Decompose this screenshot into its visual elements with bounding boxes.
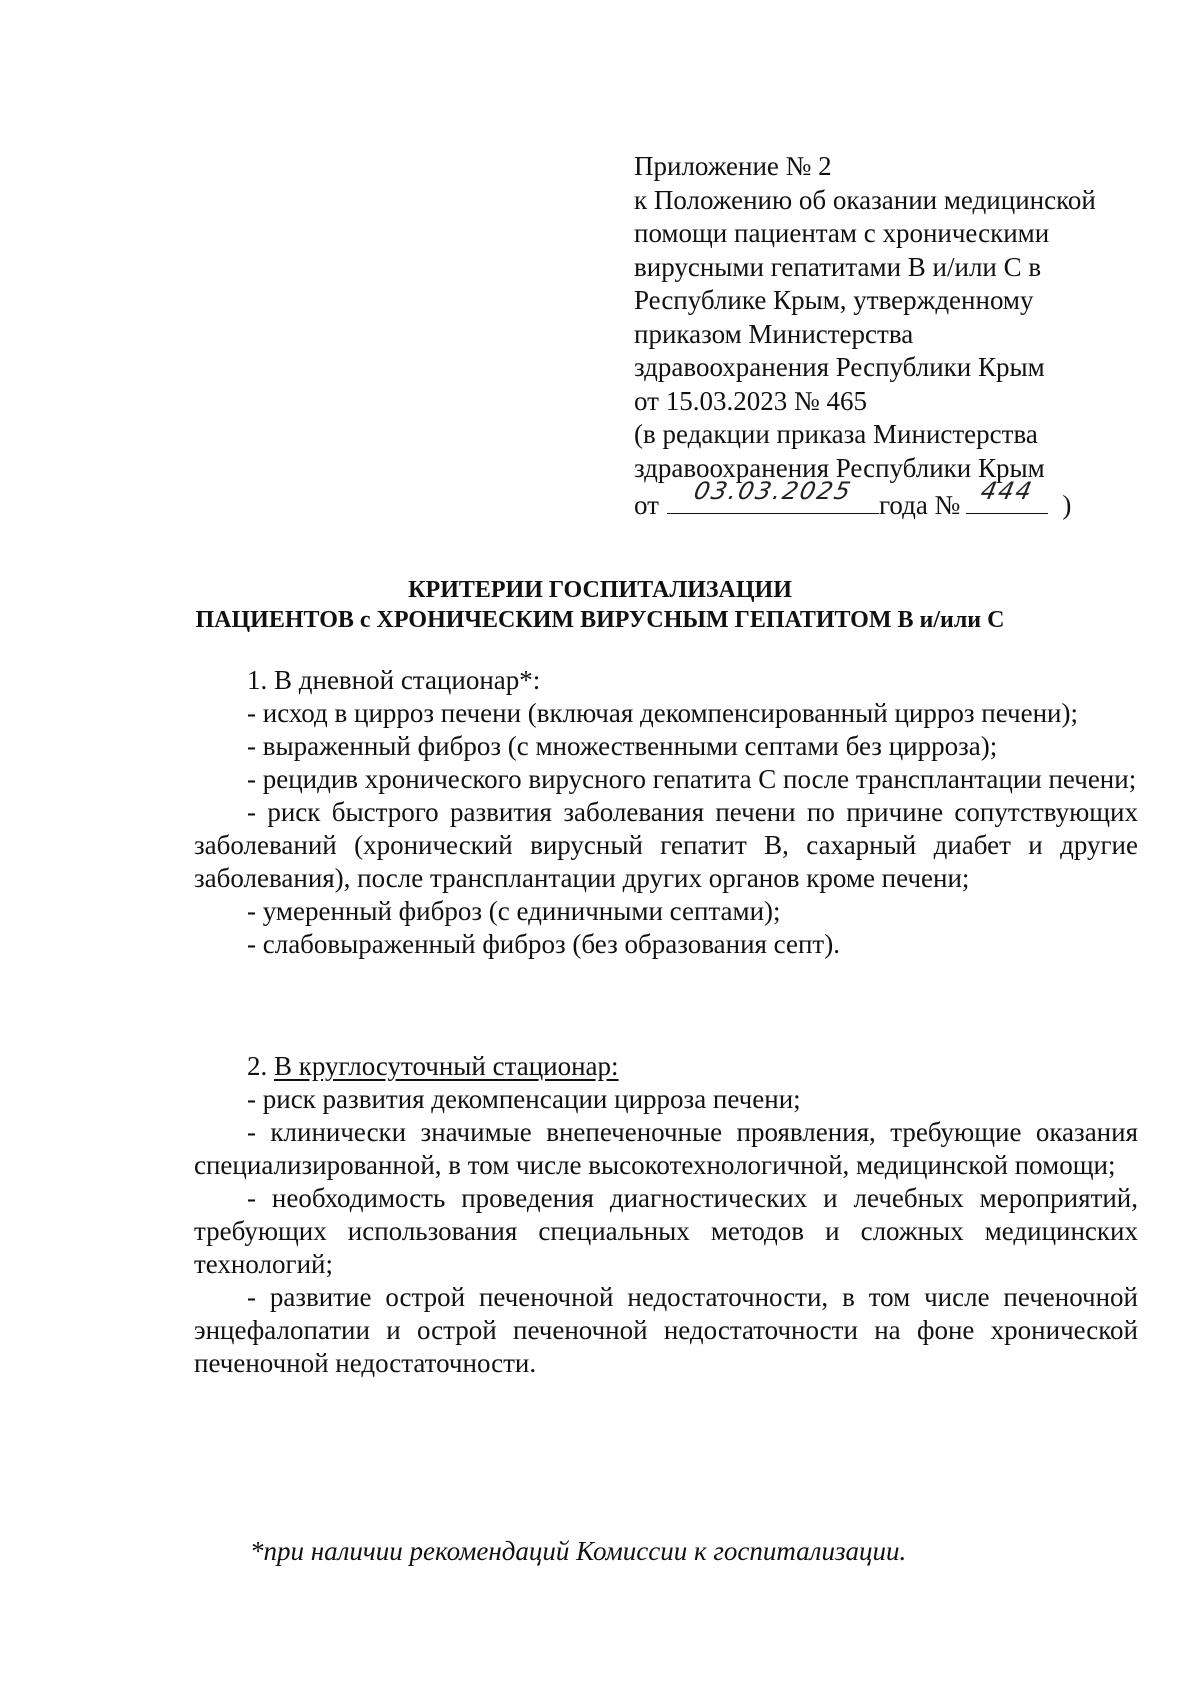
handwritten-date: 03.03.2025: [691, 477, 855, 505]
appendix-line: Республике Крым, утвержденному: [634, 285, 1034, 315]
list-item: - выраженный фиброз (с множественными септами без цирроза);: [247, 731, 998, 761]
list-item: - риск развития декомпенсации цирроза печени;: [247, 1084, 801, 1114]
list-item: - клинически значимые внепеченочные проявления, требующие оказания специализированной, в том числе высокотехнологичной, медицинской помощи;: [194, 1117, 1138, 1180]
section-number: 2.: [247, 1051, 268, 1081]
number-fill-line: [966, 477, 1048, 514]
number-label: года №: [878, 490, 961, 520]
appendix-line: здравоохранения Республики Крым: [634, 352, 1045, 382]
appendix-block: [634, 150, 1154, 523]
handwritten-number: 444: [978, 477, 1037, 505]
list-item: - необходимость проведения диагностических и лечебных мероприятий, требующих использования специальных методов и сложных медицинских технологий;: [194, 1183, 1138, 1279]
list-item: - исход в цирроз печени (включая декомпенсированный цирроз печени);: [247, 698, 1078, 728]
list-item: - умеренный фиброз (с единичными септами);: [247, 896, 781, 926]
list-item: - риск быстрого развития заболевания печени по причине сопутствующих заболеваний (хронический вирусный гепатит В, сахарный диабет и другие заболевания), после трансплантации других органов кроме печени;: [194, 797, 1138, 893]
footnote: *при наличии рекомендаций Комиссии к госпитализации.: [250, 1536, 907, 1566]
appendix-line: помощи пациентам с хроническими: [634, 218, 1050, 248]
appendix-line: к Положению об оказании медицинской: [634, 184, 1096, 215]
list-item: - рецидив хронического вирусного гепатита С после трансплантации печени;: [247, 764, 1137, 794]
list-item: - слабовыраженный фиброз (без образования септ).: [247, 929, 840, 959]
date-fill-line: [667, 477, 879, 514]
appendix-line: приказом Министерства: [634, 318, 914, 349]
appendix-line: Приложение № 2: [634, 151, 832, 181]
document-title-line2: ПАЦИЕНТОВ с ХРОНИЧЕСКИМ ВИРУСНЫМ ГЕПАТИТОМ В и/или С: [195, 607, 1005, 633]
section-round-the-clock-hospital: [194, 1050, 1138, 1380]
section-heading: 1. В дневной стационар*:: [247, 665, 541, 695]
section-heading: [194, 1050, 1138, 1083]
appendix-line: (в редакции приказа Министерства: [634, 419, 1038, 449]
closing-parenthesis: ): [1062, 490, 1072, 520]
section-day-hospital: [194, 664, 1138, 961]
appendix-line: здравоохранения Республики Крым: [634, 452, 1045, 483]
list-item: - развитие острой печеночной недостаточности, в том числе печеночной энцефалопатии и острой печеночной недостаточности на фоне хронической печеночной недостаточности.: [194, 1282, 1138, 1378]
document-title-line1: КРИТЕРИИ ГОСПИТАЛИЗАЦИИ: [408, 577, 792, 603]
section-heading-text: В круглосуточный стационар:: [274, 1051, 619, 1081]
appendix-amendment-date-line: [634, 477, 1154, 523]
appendix-line: вирусными гепатитами В и/или С в: [634, 251, 1042, 282]
date-prefix: от: [634, 490, 659, 520]
appendix-line: от 15.03.2023 № 465: [634, 385, 867, 416]
